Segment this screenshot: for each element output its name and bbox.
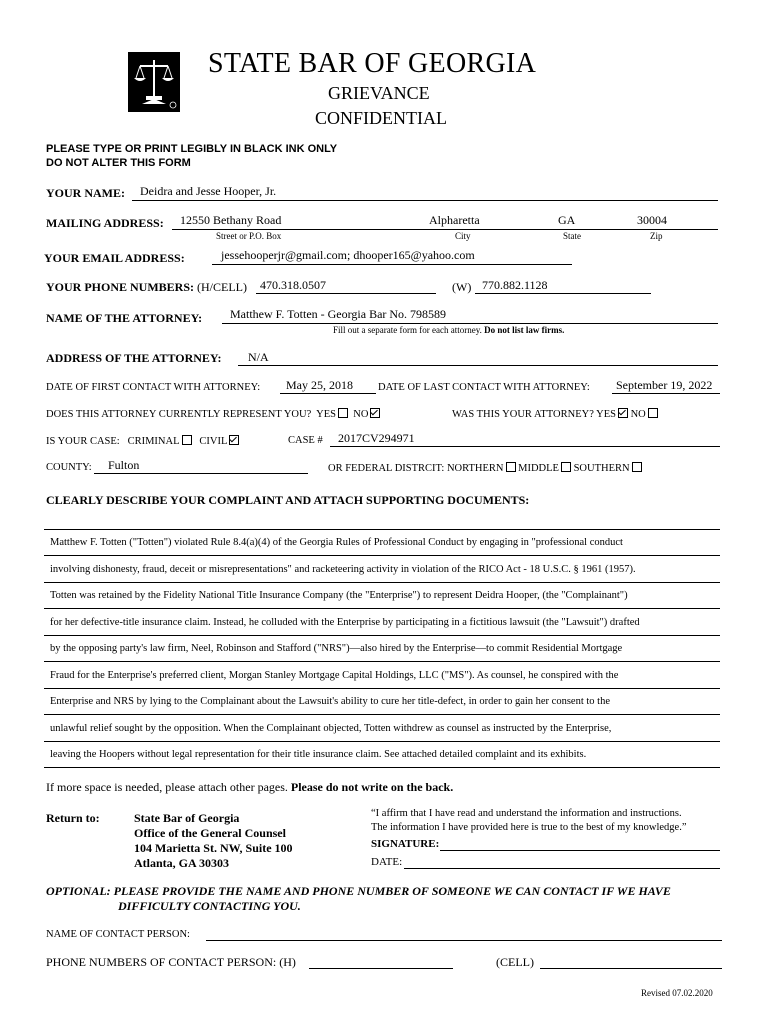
- phone-work-label: (W): [452, 280, 472, 294]
- attorney-name-value: Matthew F. Totten - Georgia Bar No. 798589: [230, 307, 447, 321]
- return-address-line-2: Office of the General Counsel: [134, 826, 286, 840]
- form-subtitle-grievance: GRIEVANCE: [328, 83, 430, 103]
- contact-cell-field-line[interactable]: [540, 968, 722, 969]
- zip-caption: Zip: [650, 231, 663, 241]
- represent-row: [46, 408, 380, 420]
- your-name-value: Deidra and Jesse Hooper, Jr.: [140, 184, 277, 198]
- complaint-line: Fraud for the Enterprise's preferred client, Morgan Stanley Mortgage Capital Holdings, LLC ("MS"). As counsel, he conspired with the: [44, 663, 720, 689]
- more-space-bold: Please do not write on the back.: [290, 780, 454, 794]
- state-caption: State: [563, 231, 581, 241]
- instruction-line-2: DO NOT ALTER THIS FORM: [46, 157, 191, 169]
- optional-line-1: OPTIONAL: PLEASE PROVIDE THE NAME AND PHONE NUMBER OF SOMEONE WE CAN CONTACT IF WE HAVE: [46, 884, 671, 898]
- contact-phone-label: PHONE NUMBERS OF CONTACT PERSON: (H): [46, 955, 296, 969]
- your-name-field-line[interactable]: [132, 200, 718, 201]
- affirm-line-2: The information I have provided here is true to the best of my knowledge.”: [371, 822, 687, 833]
- last-contact-field-line[interactable]: [612, 393, 720, 394]
- complaint-line: leaving the Hoopers without legal representation for their title insurance claim. See attached detailed complaint and its exhibits.: [44, 742, 720, 768]
- represent-yes-checkbox[interactable]: [338, 408, 348, 418]
- case-type-label: IS YOUR CASE:: [46, 436, 120, 447]
- county-field-line[interactable]: [94, 473, 308, 474]
- last-contact-label: DATE OF LAST CONTACT WITH ATTORNEY:: [378, 382, 590, 393]
- contact-cell-label: (CELL): [496, 955, 534, 969]
- email-field-line[interactable]: [212, 264, 572, 265]
- state-value: GA: [558, 213, 576, 227]
- affirm-line-1: “I affirm that I have read and understand the information and instructions.: [371, 808, 682, 819]
- phone-cell-value: 470.318.0507: [260, 278, 326, 292]
- signature-field-line[interactable]: [440, 850, 720, 851]
- attorney-address-value: N/A: [248, 350, 269, 364]
- signature-label: SIGNATURE:: [371, 838, 440, 850]
- attorney-note-bold: Do not list law firms.: [484, 325, 565, 335]
- phone-numbers-label: YOUR PHONE NUMBERS:: [46, 280, 195, 294]
- county-label: COUNTY:: [46, 462, 92, 473]
- civil-label: CIVIL: [199, 436, 228, 447]
- phone-cell-label: (H/CELL): [197, 280, 248, 294]
- complaint-line: Totten was retained by the Fidelity National Title Insurance Company (the "Enterprise") to represent Deidra Hooper, (the "Complainant"): [44, 583, 720, 609]
- contact-name-field-line[interactable]: [206, 940, 722, 941]
- attorney-address-label: ADDRESS OF THE ATTORNEY:: [46, 351, 222, 365]
- form-title: STATE BAR OF GEORGIA: [208, 48, 537, 79]
- first-contact-value: May 25, 2018: [286, 378, 353, 392]
- phone-cell-field-line[interactable]: [256, 293, 436, 294]
- state-bar-logo: [128, 52, 180, 112]
- zip-value: 30004: [637, 213, 667, 227]
- complaint-line: involving dishonesty, fraud, deceit or misrepresentations" and racketeering activity in violation of the RICO Act - 18 U.S.C. § 1961 (1957).: [44, 557, 720, 583]
- was-no-checkbox[interactable]: [648, 408, 658, 418]
- complaint-line: unlawful relief sought by the opposition. When the Complainant objected, Totten withdrew as counsel as instructed by the Enterprise,: [44, 716, 720, 742]
- complaint-line: for her defective-title insurance claim. Instead, he colluded with the Enterprise by participating in a fictitious lawsuit (the "Lawsuit") drafted: [44, 610, 720, 636]
- attorney-note: [333, 325, 564, 335]
- criminal-checkbox[interactable]: [182, 435, 192, 445]
- case-number-value: 2017CV294971: [338, 431, 415, 445]
- federal-district-row: [328, 462, 642, 474]
- revised-date: Revised 07.02.2020: [641, 988, 713, 998]
- middle-checkbox[interactable]: [561, 462, 571, 472]
- case-number-label: CASE #: [288, 435, 323, 446]
- southern-label: SOUTHERN: [573, 463, 630, 474]
- phone-work-field-line[interactable]: [475, 293, 651, 294]
- case-number-field-line[interactable]: [330, 446, 720, 447]
- complaint-heading: CLEARLY DESCRIBE YOUR COMPLAINT AND ATTACH SUPPORTING DOCUMENTS:: [46, 493, 530, 507]
- more-space-note: [46, 780, 453, 795]
- was-yes-checkbox[interactable]: [618, 408, 628, 418]
- complaint-line: by the opposing party's law firm, Neel, Robinson and Stafford ("NRS")—also hired by the Enterprise—to commit Residential Mortgage: [44, 636, 720, 662]
- return-address-line-3: 104 Marietta St. NW, Suite 100: [134, 841, 293, 855]
- complaint-line: Enterprise and NRS by lying to the Complainant about the Lawsuit's ability to cure her title-defect, in order to gain her consent to the: [44, 689, 720, 715]
- represent-no-checkbox[interactable]: [370, 408, 380, 418]
- case-type-row: [46, 435, 239, 447]
- attorney-name-label: NAME OF THE ATTORNEY:: [46, 311, 203, 325]
- phone-work-value: 770.882.1128: [482, 278, 548, 292]
- represent-yes-label: YES: [316, 409, 336, 420]
- return-address-line-1: State Bar of Georgia: [134, 811, 240, 825]
- phone-label: [46, 280, 247, 295]
- date-field-line[interactable]: [404, 868, 720, 869]
- form-subtitle-confidential: CONFIDENTIAL: [315, 108, 447, 128]
- first-contact-field-line[interactable]: [280, 393, 376, 394]
- street-value: 12550 Bethany Road: [180, 213, 282, 227]
- complaint-line: Matthew F. Totten ("Totten") violated Rule 8.4(a)(4) of the Georgia Rules of Professional Conduct by engaging in "professional conduct: [44, 530, 720, 556]
- contact-name-label: NAME OF CONTACT PERSON:: [46, 929, 190, 940]
- contact-phone-field-line[interactable]: [309, 968, 453, 969]
- was-no-label: NO: [630, 409, 646, 420]
- federal-northern-label: OR FEDERAL DISTRCIT: NORTHERN: [328, 463, 504, 474]
- email-label: YOUR EMAIL ADDRESS:: [44, 251, 185, 265]
- civil-checkbox[interactable]: [229, 435, 239, 445]
- mailing-address-label: MAILING ADDRESS:: [46, 216, 164, 230]
- email-value: jessehooperjr@gmail.com; dhooper165@yahoo.com: [221, 248, 475, 262]
- last-contact-value: September 19, 2022: [616, 378, 713, 392]
- southern-checkbox[interactable]: [632, 462, 642, 472]
- was-attorney-row: [452, 408, 658, 420]
- city-caption: City: [455, 231, 471, 241]
- criminal-label: CRIMINAL: [127, 436, 180, 447]
- city-value: Alpharetta: [429, 213, 480, 227]
- mailing-address-field-line[interactable]: [172, 229, 718, 230]
- county-value: Fulton: [108, 458, 140, 472]
- more-space-text: If more space is needed, please attach other pages.: [46, 780, 288, 794]
- your-name-label: YOUR NAME:: [46, 186, 125, 200]
- date-label: DATE:: [371, 856, 403, 868]
- instruction-line-1: PLEASE TYPE OR PRINT LEGIBLY IN BLACK INK ONLY: [46, 143, 338, 155]
- scales-of-justice-icon: [128, 52, 180, 112]
- represent-label: DOES THIS ATTORNEY CURRENTLY REPRESENT YOU?: [46, 409, 312, 420]
- attorney-name-field-line[interactable]: [222, 323, 718, 324]
- was-yes-label: YES: [596, 409, 616, 420]
- was-attorney-label: WAS THIS YOUR ATTORNEY?: [452, 409, 594, 420]
- attorney-note-text: Fill out a separate form for each attorney.: [333, 325, 482, 335]
- street-caption: Street or P.O. Box: [216, 231, 282, 241]
- optional-line-2: DIFFICULTY CONTACTING YOU.: [118, 899, 301, 913]
- represent-no-label: NO: [353, 409, 369, 420]
- middle-label: MIDDLE: [518, 463, 559, 474]
- return-address-line-4: Atlanta, GA 30303: [134, 856, 230, 870]
- northern-checkbox[interactable]: [506, 462, 516, 472]
- first-contact-label: DATE OF FIRST CONTACT WITH ATTORNEY:: [46, 382, 261, 393]
- return-to-label: Return to:: [46, 811, 100, 825]
- attorney-address-field-line[interactable]: [238, 365, 718, 366]
